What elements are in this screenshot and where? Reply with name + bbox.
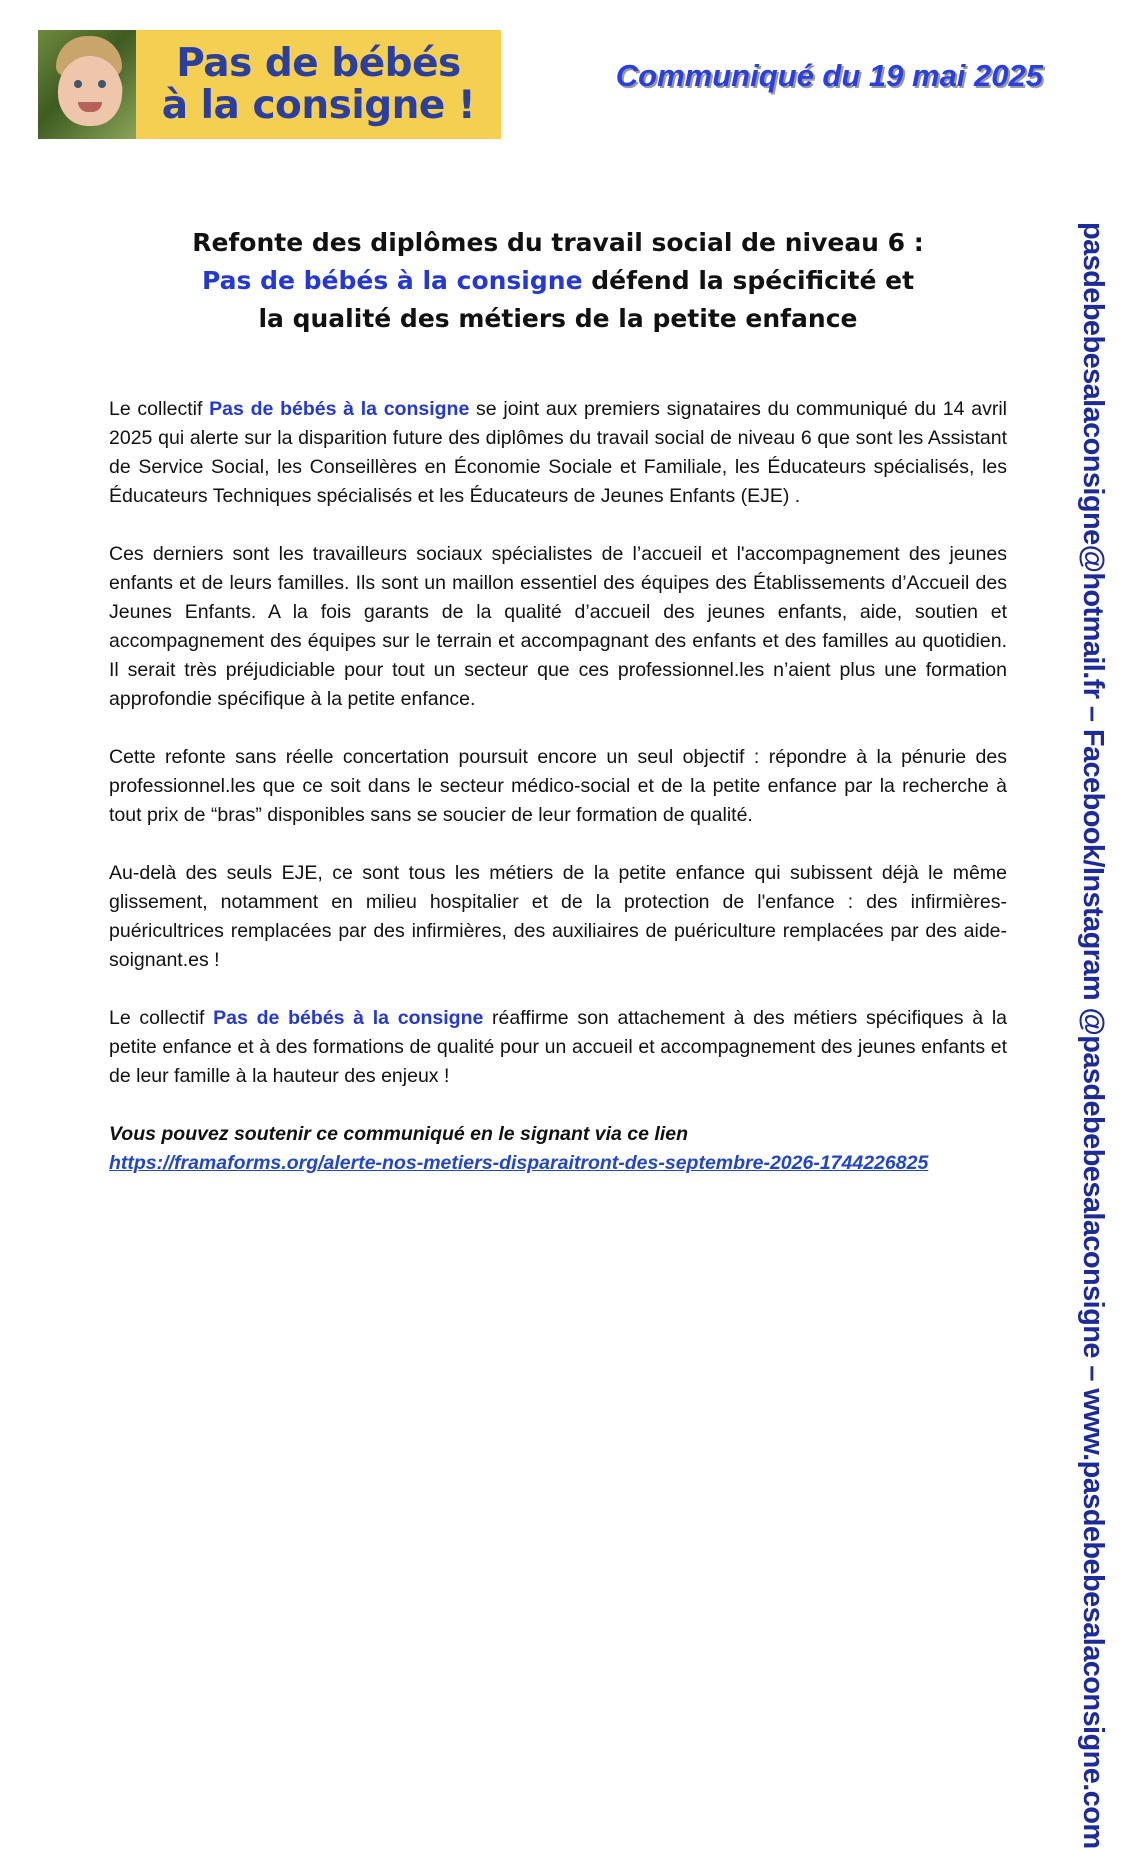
- side-contact-text: pasdebebesalaconsigne@hotmail.fr – Facebook/Instagram @pasdebebesalaconsigne – www.pasdebebesalaconsigne.com: [1077, 222, 1109, 1849]
- title-line-3: la qualité des métiers de la petite enfance: [258, 304, 858, 333]
- brand-name: Pas de bébés à la consigne: [213, 1007, 484, 1029]
- p5-text: réaffirme son attachement à des métiers spécifiques à la petite enfance et à des formations de qualité pour un accueil et accompagnement des jeunes enfants et de leur famille à la hauteur des enjeux !: [109, 1007, 1007, 1087]
- baby-photo: [38, 30, 136, 139]
- paragraph-2: Ces derniers sont les travailleurs sociaux spécialistes de l’accueil et l'accompagnement des jeunes enfants et de leurs familles. Ils sont un maillon essentiel des équipes des Établissements d’Accueil des Jeunes Enfants. A la fois garants de la qualité d’accueil des jeunes enfants, aide, soutien et accompagnement des équipes sur le terrain et accompagnant des enfants et des familles au quotidien. Il serait très préjudiciable pour tout un secteur que ces professionnel.les n’aient plus une formation approfondie spécifique à la petite enfance.: [109, 543, 1007, 710]
- logo-text: [136, 30, 501, 139]
- title-line-2-rest: défend la spécificité et: [582, 266, 915, 295]
- paragraph-4: Au-delà des seuls EJE, ce sont tous les métiers de la petite enfance qui subissent déjà le même glissement, notamment en milieu hospitalier et de la protection de l'enfance : des infirmières-puéricultrices remplacées par des infirmières, des auxiliaires de puériculture remplacées par des aide-soignant.es !: [109, 862, 1007, 971]
- logo-line-1: Pas de bébés: [176, 40, 461, 86]
- title-brand: Pas de bébés à la consigne: [201, 266, 583, 295]
- p1-text: se joint aux premiers signataires du communiqué du 14 avril 2025 qui alerte sur la disparition future des diplômes du travail social de niveau 6 que sont les Assistant de Service Social, les Conseillères en Économie Sociale et Familiale, les Éducateurs spécialisés, les Éducateurs Techniques spécialisés et les Éducateurs de Jeunes Enfants (EJE) .: [109, 398, 1007, 507]
- paragraph-3: Cette refonte sans réelle concertation poursuit encore un seul objectif : répondre à la pénurie des professionnel.les que ce soit dans le secteur médico-social et de la petite enfance par la recherche à tout prix de “bras” disponibles sans se soucier de leur formation de qualité.: [109, 746, 1007, 826]
- petition-link[interactable]: https://framaforms.org/alerte-nos-metiers-disparaitront-des-septembre-2026-1744226825: [109, 1152, 929, 1174]
- side-contact-band: [1073, 222, 1113, 1849]
- page-title: [100, 224, 1016, 338]
- logo-line-2: à la consigne !: [161, 82, 476, 128]
- body-text: [109, 395, 1007, 1178]
- call-to-action: Vous pouvez soutenir ce communiqué en le signant via ce lien: [109, 1123, 689, 1145]
- paragraph-5: [109, 1004, 1007, 1091]
- paragraph-1: [109, 395, 1007, 511]
- p1-intro: Le collectif: [109, 398, 210, 420]
- title-line-1: Refonte des diplômes du travail social de niveau 6 :: [192, 228, 924, 257]
- logo-banner: [38, 30, 501, 139]
- p5-intro: Le collectif: [109, 1007, 214, 1029]
- brand-name: Pas de bébés à la consigne: [209, 398, 470, 420]
- communique-date: Communiqué du 19 mai 2025: [615, 58, 1043, 93]
- title-line-2: [100, 262, 1016, 300]
